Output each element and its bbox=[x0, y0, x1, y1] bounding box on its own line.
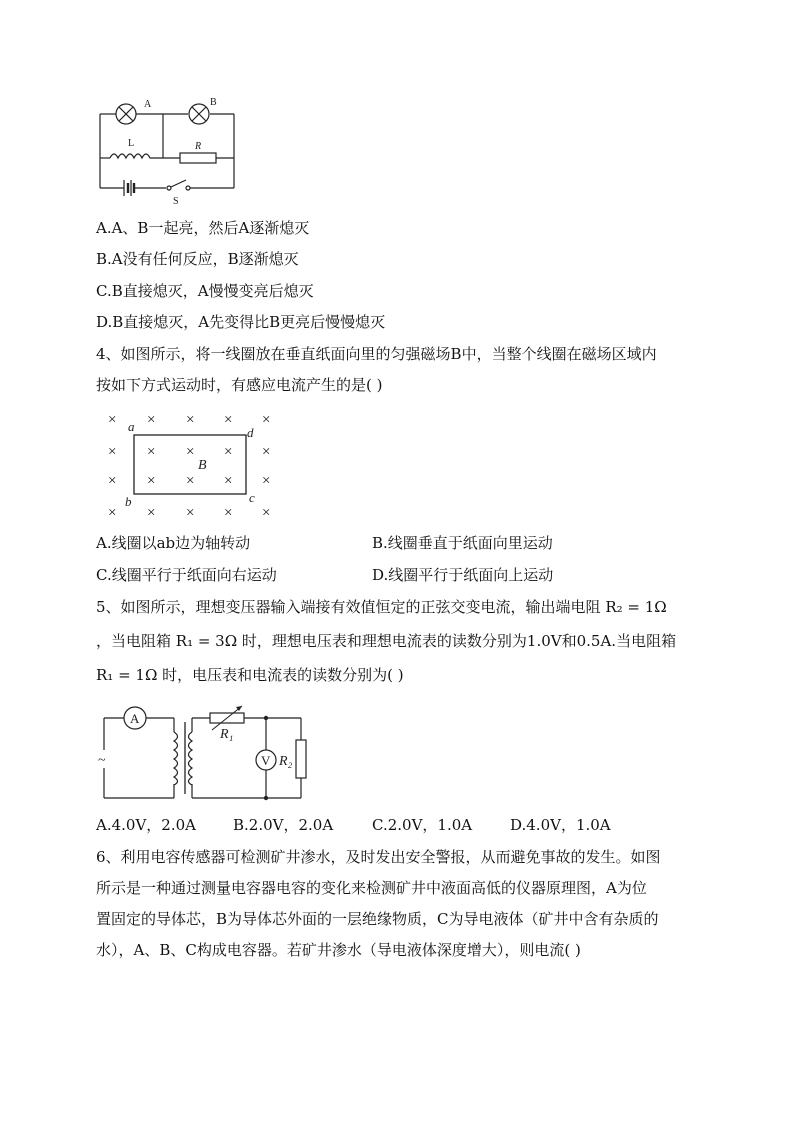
q5-option-d: D.4.0V，1.0A bbox=[510, 816, 611, 834]
q4-stem-line-2: 按如下方式运动时，有感应电流产生的是( ) bbox=[96, 376, 383, 394]
field-cross-0: × bbox=[108, 412, 117, 428]
q5-option-a: A.4.0V，2.0A bbox=[96, 816, 196, 834]
q4-option-c: C.线圈平行于纸面向右运动 bbox=[96, 566, 277, 584]
field-cross-2: × bbox=[186, 412, 195, 428]
lamp-a-label: A bbox=[144, 99, 152, 110]
inductor-icon bbox=[110, 154, 154, 158]
field-cross-16: × bbox=[147, 505, 156, 521]
q5-option-b: B.2.0V，2.0A bbox=[233, 816, 334, 834]
q4-option-d: D.线圈平行于纸面向上运动 bbox=[372, 566, 554, 584]
q4-option-b: B.线圈垂直于纸面向里运动 bbox=[372, 534, 553, 552]
q5-stem-line-2: ，当电阻箱 R₁ = 3Ω 时，理想电压表和理想电流表的读数分别为1.0V和0.5A.当电阻箱 bbox=[96, 632, 677, 650]
field-cross-17: × bbox=[186, 505, 195, 521]
q3-circuit-diagram bbox=[94, 92, 244, 207]
q3-option-c: C.B直接熄灭，A慢慢变亮后熄灭 bbox=[96, 282, 314, 300]
switch-icon bbox=[167, 180, 190, 190]
r1-label: R₁ bbox=[220, 727, 234, 742]
corner-a-label: a bbox=[128, 419, 135, 434]
q5-stem-line-1: 5、如图所示，理想变压器输入端接有效值恒定的正弦交变电流，输出端电阻 R₂ = 1Ω bbox=[96, 598, 667, 616]
corner-b-label: b bbox=[125, 494, 132, 509]
secondary-coil-icon bbox=[189, 732, 193, 785]
q3-option-a: A.A、B一起亮，然后A逐渐熄灭 bbox=[96, 219, 310, 237]
q6-stem-line-3: 置固定的导体芯，B为导体芯外面的一层绝缘物质，C为导电液体（矿井中含有杂质的 bbox=[96, 910, 659, 928]
field-cross-1: × bbox=[147, 412, 156, 428]
q4-magnetic-field-diagram bbox=[100, 405, 285, 525]
field-b-label: B bbox=[198, 458, 207, 473]
q5-transformer-diagram bbox=[96, 700, 326, 805]
lamp-a-icon bbox=[116, 104, 136, 124]
field-cross-10: × bbox=[108, 473, 117, 489]
r2-label: R₂ bbox=[279, 754, 293, 769]
q5-stem-line-3: R₁ = 1Ω 时，电压表和电流表的读数分别为( ) bbox=[96, 666, 404, 684]
lamp-b-icon bbox=[189, 104, 209, 124]
resistor-label: R bbox=[195, 141, 202, 152]
battery-icon bbox=[124, 180, 134, 196]
q3-option-b: B.A没有任何反应，B逐渐熄灭 bbox=[96, 250, 299, 268]
field-cross-18: × bbox=[224, 505, 233, 521]
field-cross-7: × bbox=[186, 444, 195, 460]
q6-stem-line-4: 水），A、B、C构成电容器。若矿井渗水（导电液体深度增大），则电流( ) bbox=[96, 941, 581, 959]
q4-option-a: A.线圈以ab边为轴转动 bbox=[96, 534, 251, 552]
q6-stem-line-1: 6、利用电容传感器可检测矿井渗水，及时发出安全警报，从而避免事故的发生。如图 bbox=[96, 848, 661, 866]
primary-coil-icon bbox=[174, 732, 178, 785]
field-cross-11: × bbox=[147, 473, 156, 489]
corner-c-label: c bbox=[249, 490, 255, 505]
field-cross-9: × bbox=[262, 444, 271, 460]
field-cross-8: × bbox=[224, 444, 233, 460]
ammeter-label: A bbox=[130, 711, 140, 726]
corner-d-label: d bbox=[247, 425, 254, 440]
resistor-icon bbox=[180, 153, 216, 163]
inductor-label: L bbox=[128, 138, 135, 149]
field-cross-6: × bbox=[147, 444, 156, 460]
switch-label: S bbox=[173, 196, 179, 207]
field-cross-5: × bbox=[108, 444, 117, 460]
q5-option-c: C.2.0V，1.0A bbox=[372, 816, 473, 834]
voltmeter-label: V bbox=[261, 753, 271, 768]
q6-stem-line-2: 所示是一种通过测量电容器电容的变化来检测矿井中液面高低的仪器原理图，A为位 bbox=[96, 879, 647, 897]
field-cross-3: × bbox=[224, 412, 233, 428]
q4-stem-line-1: 4、如图所示，将一线圈放在垂直纸面向里的匀强磁场B中，当整个线圈在磁场区域内 bbox=[96, 345, 657, 363]
field-cross-14: × bbox=[262, 473, 271, 489]
q3-option-d: D.B直接熄灭，A先变得比B更亮后慢慢熄灭 bbox=[96, 313, 386, 331]
field-cross-19: × bbox=[262, 505, 271, 521]
resistor-r2-icon bbox=[296, 740, 306, 778]
field-cross-15: × bbox=[108, 505, 117, 521]
field-cross-13: × bbox=[224, 473, 233, 489]
field-cross-4: × bbox=[262, 412, 271, 428]
field-cross-12: × bbox=[186, 473, 195, 489]
lamp-b-label: B bbox=[210, 97, 217, 108]
ac-source-icon: ~ bbox=[98, 753, 106, 768]
